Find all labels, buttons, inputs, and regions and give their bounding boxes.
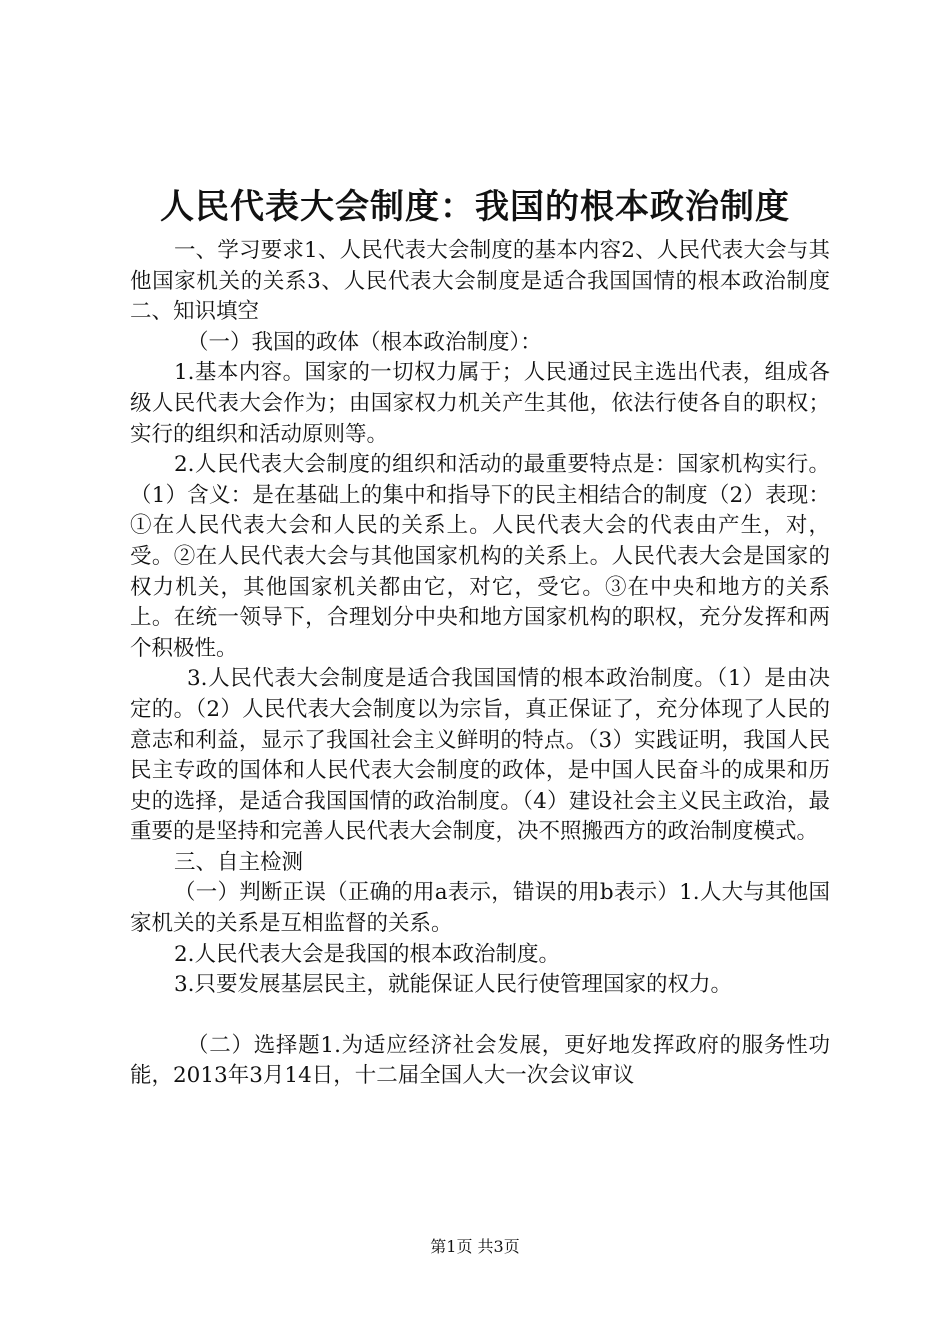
paragraph-section-heading: （一）我国的政体（根本政治制度）： xyxy=(187,329,542,355)
paragraph-suitability: 3.人民代表大会制度是适合我国国情的根本政治制度。（1）是由决定的。（2）人民代表大会制度以为宗旨，真正保证了，充分体现了人民的意志和利益，显示了我国社会主义鲜明的特点。（3）实践证明，我国人民民主专政的国体和人民代表大会制度的政体，是中国人民奋斗的成果和历史的选择，是适合我国国情的政治制度。（4）建设社会主义民主政治，最重要的是坚持和完善人民代表大会制度，决不照搬西方的政治制度模式。 xyxy=(130,666,830,845)
paragraph-question-3: 3.只要发展基层民主，就能保证人民行使管理国家的权力。 xyxy=(174,972,733,998)
document-body xyxy=(130,236,830,1092)
paragraph-basic-content: 1.基本内容。国家的一切权力属于；人民通过民主选出代表，组成各级人民代表大会作为；由国家权力机关产生其他，依法行使各自的职权；实行的组织和活动原则等。 xyxy=(130,360,830,447)
paragraph-self-check-heading: 三、自主检测 xyxy=(174,849,304,875)
page-footer: 第1页 共3页 xyxy=(430,1237,520,1256)
paragraph-multiple-choice: （二）选择题1.为适应经济社会发展，更好地发挥政府的服务性功能，2013年3月14日，十二届全国人大一次会议审议 xyxy=(130,1032,830,1089)
paragraph-organization-principle: 2.人民代表大会制度的组织和活动的最重要特点是：国家机构实行。（1）含义：是在基础上的集中和指导下的民主相结合的制度（2）表现：①在人民代表大会和人民的关系上。人民代表大会的代表由产生，对，受。②在人民代表大会与其他国家机构的关系上。人民代表大会是国家的权力机关，其他国家机关都由它，对它，受它。③在中央和地方的关系上。在统一领导下，合理划分中央和地方国家机构的职权，充分发挥和两个积极性。 xyxy=(130,452,830,661)
paragraph-learning-requirements: 一、学习要求1、人民代表大会制度的基本内容2、人民代表大会与其他国家机关的关系3、人民代表大会制度是适合我国国情的根本政治制度二、知识填空 xyxy=(130,238,830,325)
paragraph-question-2: 2.人民代表大会是我国的根本政治制度。 xyxy=(174,941,561,967)
paragraph-true-false: （一）判断正误（正确的用a表示，错误的用b表示）1.人大与其他国家机关的关系是互相监督的关系。 xyxy=(130,880,830,937)
document-title: 人民代表大会制度：我国的根本政治制度 xyxy=(160,187,790,227)
